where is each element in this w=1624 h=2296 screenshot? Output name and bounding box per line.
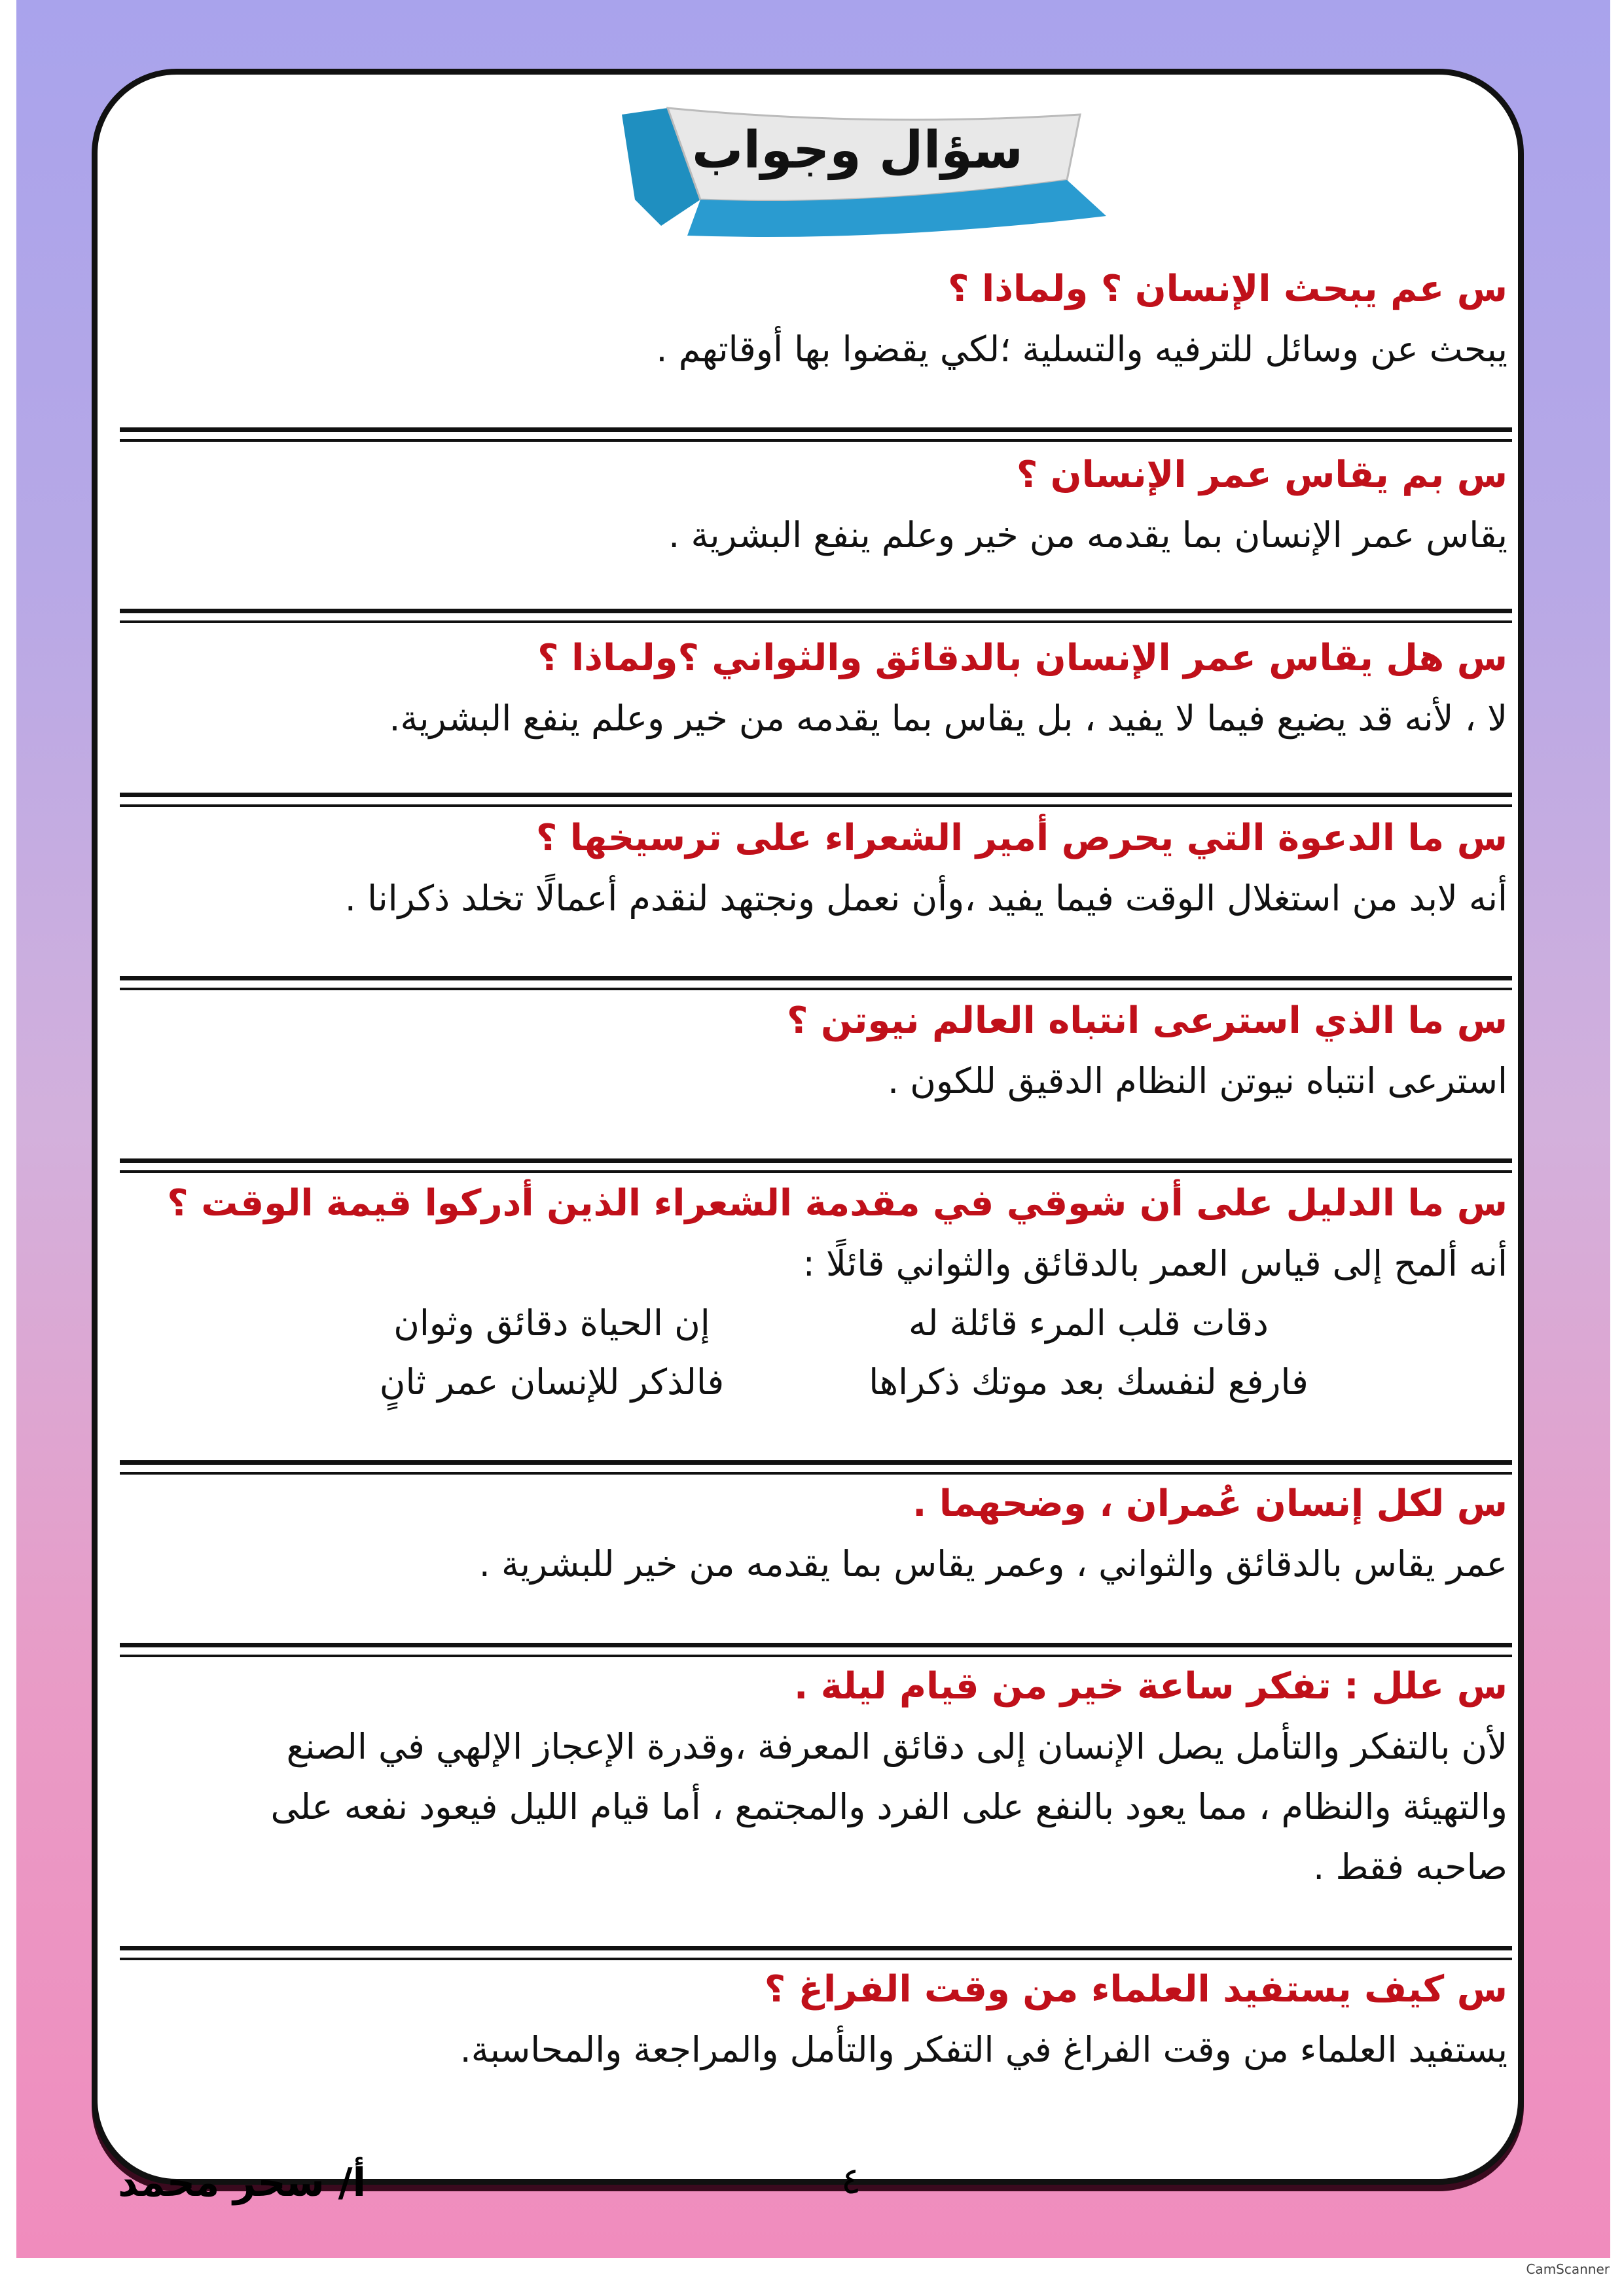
qa-item [120,259,1507,380]
question: س ما الذي استرعى انتباه العالم نيوتن ؟ [787,999,1507,1042]
divider [120,1946,1512,1960]
answer: يبحث عن وسائل للترفيه والتسلية ؛لكي يقضوا بها أوقاتهم . [656,329,1507,370]
answer: استرعى انتباه نيوتن النظام الدقيق للكون . [887,1060,1507,1102]
question: س ما الدعوة التي يحرص أمير الشعراء على ترسيخها ؟ [535,817,1507,859]
page-number: ٤ [841,2160,861,2202]
divider [120,976,1512,990]
answer: لا ، لأنه قد يضيع فيما لا يفيد ، بل يقاس بما يقدمه من خير وعلم ينفع البشرية. [389,698,1507,739]
qa-item [120,1657,1507,1897]
qa-item [120,628,1507,749]
qa-item [120,808,1507,929]
qa-item [120,1960,1507,2080]
author-name: أ/ سحر محمد [118,2160,367,2206]
answer: أنه ألمح إلى قياس العمر بالدقائق والثواني قائلًا : [803,1243,1507,1284]
question: س علل : تفكر ساعة خير من قيام ليلة . [794,1665,1507,1708]
hemistich: إن الحياة دقائق وثوان [393,1302,710,1344]
question: س لكل إنسان عُمران ، وضحهما . [912,1482,1507,1525]
question: س عم يبحث الإنسان ؟ ولماذا ؟ [948,268,1507,310]
divider [120,793,1512,807]
question: س بم يقاس عمر الإنسان ؟ [1016,454,1507,496]
question: س كيف يستفيد العلماء من وقت الفراغ ؟ [764,1968,1507,2011]
answer: يقاس عمر الإنسان بما يقدمه من خير وعلم ينفع البشرية . [668,514,1507,556]
poem-verse [120,1294,1357,1353]
answer: لأن بالتفكر والتأمل يصل الإنسان إلى دقائق المعرفة ،وقدرة الإعجاز الإلهي في الصنع [286,1726,1507,1767]
poem-verse [120,1353,1357,1412]
answer: والتهيئة والنظام ، مما يعود بالنفع على الفرد والمجتمع ، أما قيام الليل فيعود نفعه على [270,1786,1507,1827]
answer: يستفيد العلماء من وقت الفراغ في التفكر والتأمل والمراجعة والمحاسبة. [460,2029,1507,2070]
hemistich: دقات قلب المرء قائلة له [909,1302,1269,1344]
qa-item [120,445,1507,565]
divider [120,1158,1512,1173]
hemistich: فارفع لنفسك بعد موتك ذكراها [869,1361,1308,1403]
divider [120,609,1512,623]
answer: أنه لابد من استغلال الوقت فيما يفيد ،وأن نعمل ونجتهد لنقدم أعمالًا تخلد ذكرانا . [344,878,1507,919]
hemistich: فالذكر للإنسان عمر ثانٍ [379,1361,725,1403]
question: س ما الدليل على أن شوقي في مقدمة الشعراء الذين أدركوا قيمة الوقت ؟ [167,1182,1507,1225]
divider [120,1643,1512,1657]
qa-item [120,1474,1507,1594]
qa-item [120,991,1507,1111]
divider [120,1460,1512,1475]
answer: عمر يقاس بالدقائق والثواني ، وعمر يقاس بما يقدمه من خير للبشرية . [478,1543,1507,1585]
page-title: سؤال وجواب [692,121,1023,180]
qa-item [120,1174,1507,1412]
divider [120,427,1512,442]
watermark: CamScanner [1526,2261,1610,2277]
answer: صاحبه فقط . [1313,1846,1507,1888]
question: س هل يقاس عمر الإنسان بالدقائق والثواني ؟ولماذا ؟ [537,637,1507,679]
